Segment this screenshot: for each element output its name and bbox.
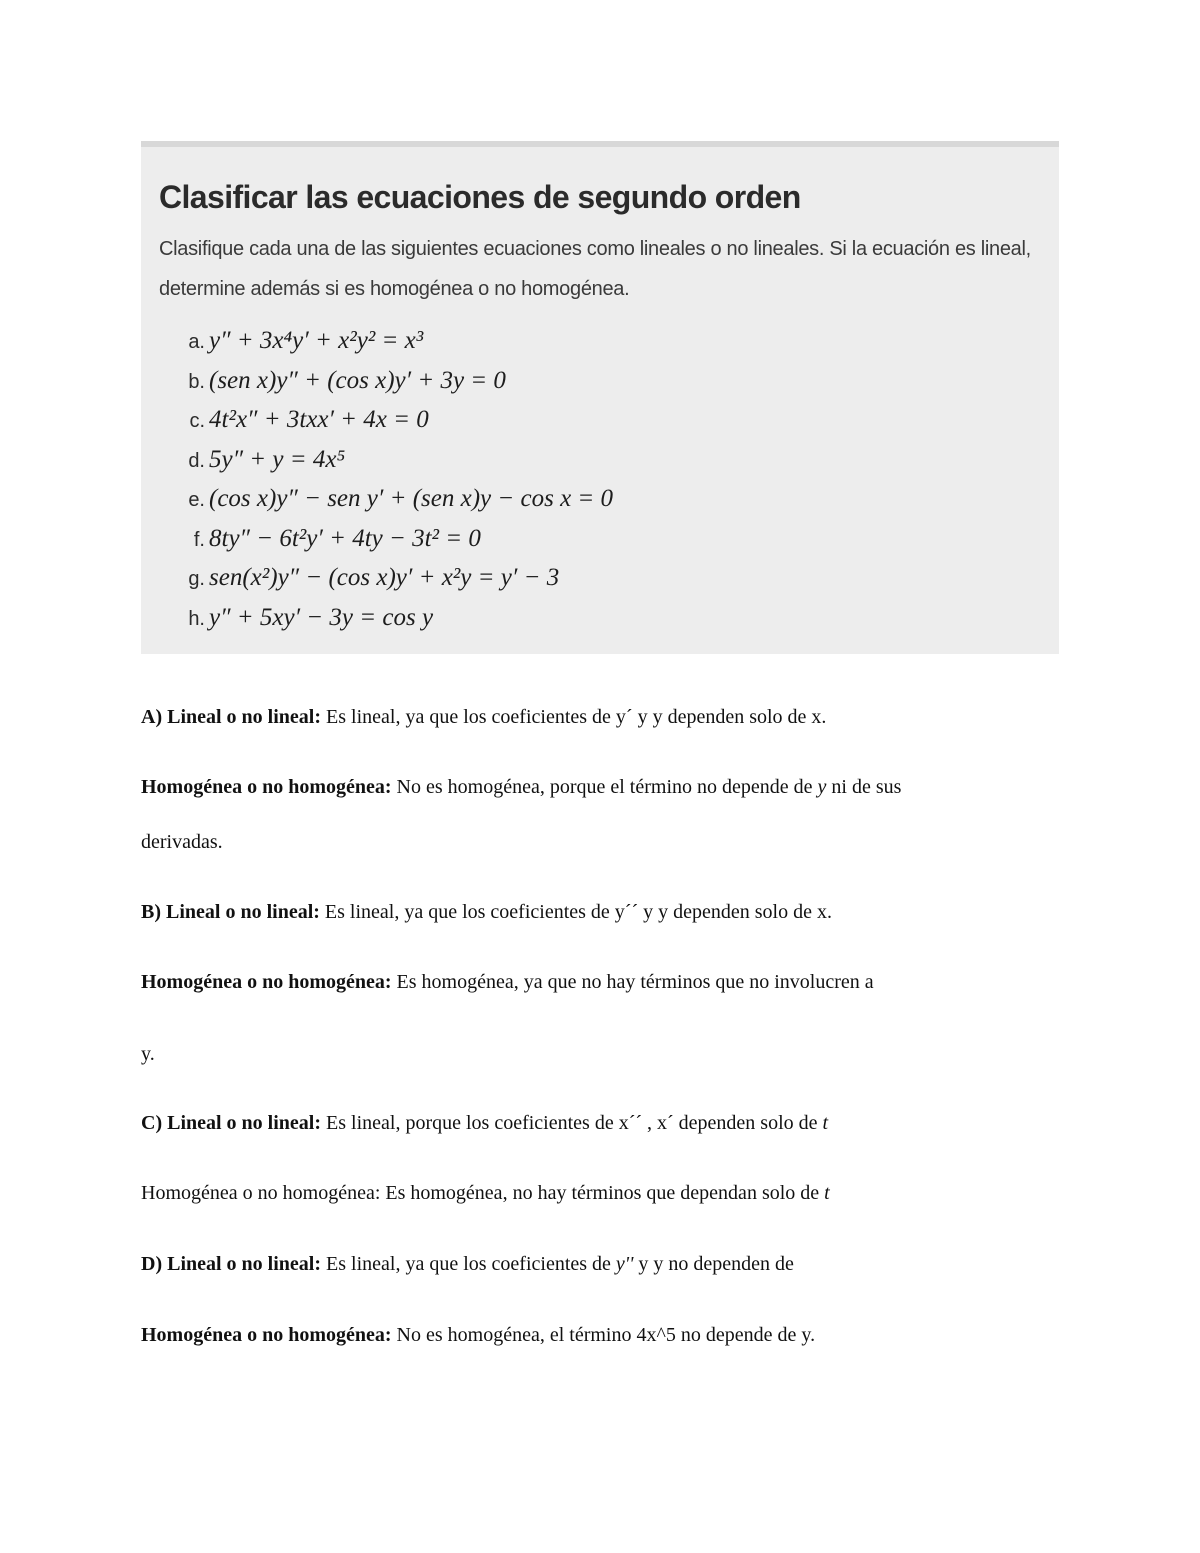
equation-letter: b. xyxy=(188,370,205,393)
equation-item-b xyxy=(185,361,1041,401)
answer-text: Es homogénea, ya que no hay términos que no involucren a xyxy=(391,971,874,993)
answer-b-lineal xyxy=(141,898,1061,926)
equation-item-g xyxy=(185,558,1041,598)
answer-d-homogenea xyxy=(141,1321,1061,1349)
answer-d-lineal xyxy=(141,1250,1061,1278)
answer-label: C) Lineal o no lineal: xyxy=(141,1112,322,1134)
answer-variable: t xyxy=(824,1182,830,1204)
equation-item-a xyxy=(185,321,1041,361)
answer-label: Homogénea o no homogénea: xyxy=(141,1324,392,1346)
answer-text: Homogénea o no homogénea: Es homogénea, no hay términos que dependan solo de xyxy=(141,1182,825,1204)
answer-variable: y'' xyxy=(615,1253,634,1275)
equation-letter: a. xyxy=(188,331,205,353)
answer-expression: 4x^5 xyxy=(636,1324,676,1346)
equation-math: y″ + 3x⁴y′ + x²y² = x³ xyxy=(209,327,424,354)
equation-letter: f. xyxy=(193,528,205,551)
equation-letter: g. xyxy=(188,568,205,590)
equation-math: 8ty″ − 6t²y′ + 4ty − 3t² = 0 xyxy=(209,524,481,552)
equation-item-f xyxy=(185,519,1041,559)
answer-variable: y xyxy=(817,776,827,798)
panel-description-line-2: determine además si es homogénea o no homogénea. xyxy=(159,278,630,300)
equation-item-c xyxy=(185,400,1041,440)
answer-c-homogenea xyxy=(141,1179,1061,1207)
answer-text: No es homogénea, el término xyxy=(391,1324,637,1346)
equation-math: sen(x²)y″ − (cos x)y′ + x²y = y′ − 3 xyxy=(209,564,560,591)
equation-letter: h. xyxy=(188,607,205,630)
equation-item-h xyxy=(185,598,1041,638)
equation-letter: c. xyxy=(189,410,205,432)
answer-label: A) Lineal o no lineal: xyxy=(141,706,322,728)
equation-item-d xyxy=(185,440,1041,480)
equation-item-e xyxy=(185,479,1041,519)
equation-math: (sen x)y″ + (cos x)y′ + 3y = 0 xyxy=(209,366,506,394)
answer-text: Es lineal, ya que los coeficientes de y´ y y dependen solo de x. xyxy=(321,706,827,728)
answer-text: Es lineal, porque los coeficientes de x´´ , x´ dependen solo de xyxy=(321,1112,823,1134)
panel-description xyxy=(159,229,1041,309)
exercise-screenshot-panel xyxy=(141,141,1059,654)
answer-a-homogenea-line-2: derivadas. xyxy=(141,831,223,853)
answer-label: Homogénea o no homogénea: xyxy=(141,971,392,993)
answer-b-homogenea-line-2: y. xyxy=(141,1043,155,1065)
answer-text: y y no dependen de xyxy=(633,1253,794,1275)
answer-a-lineal xyxy=(141,703,1061,731)
answer-variable: t xyxy=(822,1112,829,1134)
equation-list xyxy=(185,321,1041,637)
answer-c-lineal xyxy=(141,1109,1061,1137)
answer-text: no depende de y. xyxy=(675,1324,816,1346)
answer-b-homogenea xyxy=(141,968,1061,996)
panel-title: Clasificar las ecuaciones de segundo orden xyxy=(159,179,801,215)
answer-label: D) Lineal o no lineal: xyxy=(141,1253,322,1275)
answer-label: B) Lineal o no lineal: xyxy=(141,901,320,923)
equation-letter: d. xyxy=(188,449,205,472)
answer-a-homogenea xyxy=(141,773,1061,801)
equation-math: y″ + 5xy′ − 3y = cos y xyxy=(209,603,434,631)
equation-math: 5y″ + y = 4x⁵ xyxy=(209,445,346,473)
answer-text: Es lineal, ya que los coeficientes de xyxy=(321,1253,616,1275)
answer-text: Es lineal, ya que los coeficientes de y´´ y y dependen solo de x. xyxy=(319,901,832,923)
answer-text: ni de sus xyxy=(826,776,902,798)
answer-text: No es homogénea, porque el término no depende de xyxy=(391,776,818,798)
equation-math: 4t²x″ + 3txx′ + 4x = 0 xyxy=(209,406,429,433)
equation-letter: e. xyxy=(188,489,205,511)
equation-math: (cos x)y″ − sen y′ + (sen x)y − cos x = 0 xyxy=(209,485,614,512)
answer-label: Homogénea o no homogénea: xyxy=(141,776,392,798)
panel-description-line-1: Clasifique cada una de las siguientes ecuaciones como lineales o no lineales. Si la ecuación es lineal, xyxy=(159,238,1031,260)
